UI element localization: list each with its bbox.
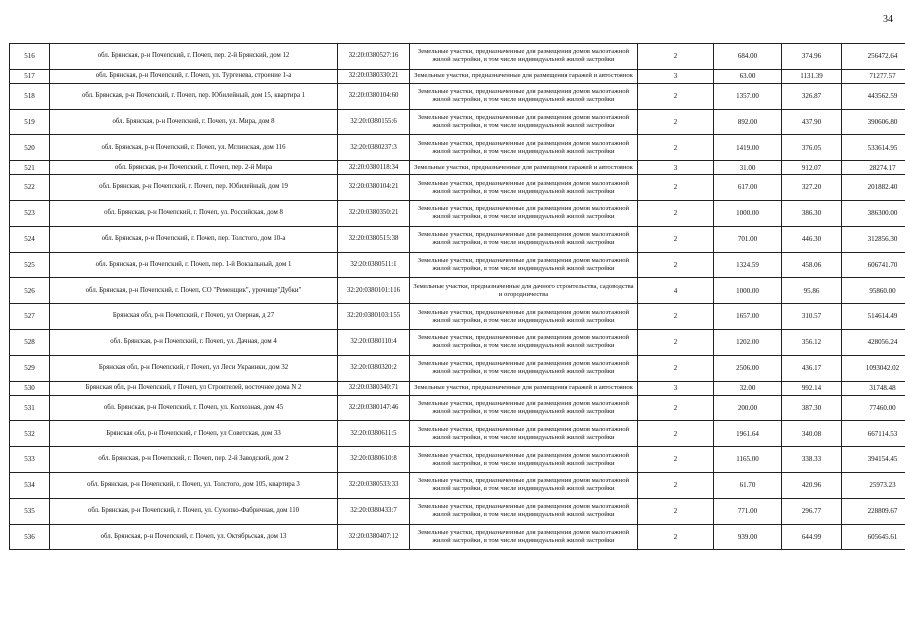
specific-value-cell: 338.33 xyxy=(782,447,842,473)
table-row xyxy=(10,226,905,252)
row-number: 529 xyxy=(10,355,50,381)
land-use-cell: Земельные участки, предназначенные для размещения домов малоэтажной жилой застройки, в том числе индивидуальной жилой застройки xyxy=(410,83,638,109)
cadastral-value-cell: 28274.17 xyxy=(842,161,905,175)
table-row xyxy=(10,498,905,524)
area-cell: 1202.00 xyxy=(714,329,782,355)
row-number: 534 xyxy=(10,472,50,498)
cadastral-number-cell: 32:20:0380340:71 xyxy=(338,381,410,395)
cadastral-number-cell: 32:20:0380104:60 xyxy=(338,83,410,109)
specific-value-cell: 327.20 xyxy=(782,175,842,201)
land-use-cell: Земельные участки, предназначенные для размещения гаражей и автостоянок xyxy=(410,161,638,175)
specific-value-cell: 376.05 xyxy=(782,135,842,161)
table-row xyxy=(10,421,905,447)
table-row xyxy=(10,175,905,201)
cadastral-number-cell: 32:20:0380515:38 xyxy=(338,226,410,252)
specific-value-cell: 446.30 xyxy=(782,226,842,252)
specific-value-cell: 356.12 xyxy=(782,329,842,355)
cadastral-value-cell: 390606.80 xyxy=(842,109,905,135)
group-cell: 2 xyxy=(638,498,714,524)
land-use-cell: Земельные участки, предназначенные для размещения домов малоэтажной жилой застройки, в том числе индивидуальной жилой застройки xyxy=(410,472,638,498)
row-number: 535 xyxy=(10,498,50,524)
group-cell: 4 xyxy=(638,278,714,304)
group-cell: 2 xyxy=(638,395,714,421)
row-number: 520 xyxy=(10,135,50,161)
land-use-cell: Земельные участки, предназначенные для размещения домов малоэтажной жилой застройки, в том числе индивидуальной жилой застройки xyxy=(410,226,638,252)
specific-value-cell: 458.06 xyxy=(782,252,842,278)
cadastral-number-cell: 32:20:0380101:116 xyxy=(338,278,410,304)
address-cell: обл. Брянская, р-н Почепский, г. Почеп, ул. Мглинская, дом 116 xyxy=(50,135,338,161)
address-cell: обл. Брянская, р-н Почепский, г. Почеп, пер. Толстого, дом 10-а xyxy=(50,226,338,252)
land-use-cell: Земельные участки, предназначенные для размещения домов малоэтажной жилой застройки, в том числе индивидуальной жилой застройки xyxy=(410,355,638,381)
area-cell: 771.00 xyxy=(714,498,782,524)
land-use-cell: Земельные участки, предназначенные для размещения домов малоэтажной жилой застройки, в том числе индивидуальной жилой застройки xyxy=(410,421,638,447)
group-cell: 2 xyxy=(638,83,714,109)
row-number: 519 xyxy=(10,109,50,135)
cadastral-value-cell: 533614.95 xyxy=(842,135,905,161)
specific-value-cell: 912.07 xyxy=(782,161,842,175)
address-cell: обл. Брянская, р-н Почепский, г. Почеп, пер. 2-й Мира xyxy=(50,161,338,175)
cadastral-value-cell: 443562.59 xyxy=(842,83,905,109)
table-row xyxy=(10,329,905,355)
land-use-cell: Земельные участки, предназначенные для размещения домов малоэтажной жилой застройки, в том числе индивидуальной жилой застройки xyxy=(410,44,638,70)
cadastral-value-cell: 667114.53 xyxy=(842,421,905,447)
cadastral-number-cell: 32:20:0380320:2 xyxy=(338,355,410,381)
cadastral-number-cell: 32:20:0380433:7 xyxy=(338,498,410,524)
area-cell: 1357.00 xyxy=(714,83,782,109)
row-number: 523 xyxy=(10,200,50,226)
cadastral-value-cell: 31748.48 xyxy=(842,381,905,395)
row-number: 518 xyxy=(10,83,50,109)
group-cell: 2 xyxy=(638,175,714,201)
land-use-cell: Земельные участки, предназначенные для размещения домов малоэтажной жилой застройки, в том числе индивидуальной жилой застройки xyxy=(410,175,638,201)
table-row xyxy=(10,447,905,473)
land-use-cell: Земельные участки, предназначенные для размещения домов малоэтажной жилой застройки, в том числе индивидуальной жилой застройки xyxy=(410,252,638,278)
specific-value-cell: 1131.39 xyxy=(782,69,842,83)
row-number: 522 xyxy=(10,175,50,201)
area-cell: 892.00 xyxy=(714,109,782,135)
group-cell: 2 xyxy=(638,304,714,330)
table-row xyxy=(10,381,905,395)
specific-value-cell: 374.96 xyxy=(782,44,842,70)
cadastral-value-table xyxy=(9,43,905,550)
area-cell: 1324.59 xyxy=(714,252,782,278)
table-row xyxy=(10,395,905,421)
address-cell: обл. Брянская, р-н Почепский, г. Почеп, ул. Октябрьская, дом 13 xyxy=(50,524,338,550)
specific-value-cell: 296.77 xyxy=(782,498,842,524)
table-row xyxy=(10,109,905,135)
table-row xyxy=(10,278,905,304)
land-use-cell: Земельные участки, предназначенные для размещения домов малоэтажной жилой застройки, в том числе индивидуальной жилой застройки xyxy=(410,524,638,550)
specific-value-cell: 387.30 xyxy=(782,395,842,421)
address-cell: Брянская обл, р-н Почепский, г Почеп, ул Строителей, восточнее дома N 2 xyxy=(50,381,338,395)
cadastral-number-cell: 32:20:0380110:4 xyxy=(338,329,410,355)
cadastral-number-cell: 32:20:0380527:16 xyxy=(338,44,410,70)
table-row xyxy=(10,44,905,70)
table-row xyxy=(10,252,905,278)
area-cell: 2506.00 xyxy=(714,355,782,381)
group-cell: 2 xyxy=(638,472,714,498)
row-number: 536 xyxy=(10,524,50,550)
address-cell: обл. Брянская, р-н Почепский, г. Почеп, пер. Юбилейный, дом 19 xyxy=(50,175,338,201)
row-number: 530 xyxy=(10,381,50,395)
table-row xyxy=(10,135,905,161)
area-cell: 684.00 xyxy=(714,44,782,70)
group-cell: 2 xyxy=(638,329,714,355)
cadastral-number-cell: 32:20:0380104:21 xyxy=(338,175,410,201)
table-row xyxy=(10,200,905,226)
row-number: 525 xyxy=(10,252,50,278)
address-cell: обл. Брянская, р-н Почепский, г. Почеп, пер. 2-й Брянский, дом 12 xyxy=(50,44,338,70)
cadastral-value-cell: 394154.45 xyxy=(842,447,905,473)
table-row xyxy=(10,524,905,550)
group-cell: 2 xyxy=(638,252,714,278)
land-use-cell: Земельные участки, предназначенные для размещения домов малоэтажной жилой застройки, в том числе индивидуальной жилой застройки xyxy=(410,329,638,355)
land-use-cell: Земельные участки, предназначенные для размещения домов малоэтажной жилой застройки, в том числе индивидуальной жилой застройки xyxy=(410,498,638,524)
cadastral-number-cell: 32:20:0380155:6 xyxy=(338,109,410,135)
row-number: 531 xyxy=(10,395,50,421)
cadastral-number-cell: 32:20:0380610:8 xyxy=(338,447,410,473)
cadastral-value-cell: 201882.40 xyxy=(842,175,905,201)
specific-value-cell: 326.87 xyxy=(782,83,842,109)
address-cell: обл. Брянская, р-н Почепский, г. Почеп, ул. Дачная, дом 4 xyxy=(50,329,338,355)
area-cell: 1961.64 xyxy=(714,421,782,447)
cadastral-number-cell: 32:20:0380350:21 xyxy=(338,200,410,226)
address-cell: обл. Брянская, р-н Почепский, г. Почеп, пер. 2-й Заводский, дом 2 xyxy=(50,447,338,473)
area-cell: 1165.00 xyxy=(714,447,782,473)
group-cell: 2 xyxy=(638,355,714,381)
row-number: 516 xyxy=(10,44,50,70)
cadastral-number-cell: 32:20:0380533:33 xyxy=(338,472,410,498)
group-cell: 2 xyxy=(638,109,714,135)
area-cell: 1000.00 xyxy=(714,278,782,304)
address-cell: Брянская обл, р-н Почепский, г Почеп, ул Советская, дом 33 xyxy=(50,421,338,447)
row-number: 532 xyxy=(10,421,50,447)
cadastral-value-cell: 605645.61 xyxy=(842,524,905,550)
group-cell: 3 xyxy=(638,69,714,83)
cadastral-number-cell: 32:20:0380330:21 xyxy=(338,69,410,83)
cadastral-value-cell: 95860.00 xyxy=(842,278,905,304)
group-cell: 3 xyxy=(638,161,714,175)
specific-value-cell: 420.96 xyxy=(782,472,842,498)
address-cell: обл. Брянская, р-н Почепский, г. Почеп, ул. Российская, дом 8 xyxy=(50,200,338,226)
group-cell: 2 xyxy=(638,200,714,226)
table-row xyxy=(10,304,905,330)
group-cell: 2 xyxy=(638,447,714,473)
specific-value-cell: 437.90 xyxy=(782,109,842,135)
cadastral-number-cell: 32:20:0380103:155 xyxy=(338,304,410,330)
cadastral-number-cell: 32:20:0380611:5 xyxy=(338,421,410,447)
address-cell: обл. Брянская, р-н Почепский, г. Почеп, пер. 1-й Вокзальный, дом 1 xyxy=(50,252,338,278)
group-cell: 2 xyxy=(638,44,714,70)
row-number: 526 xyxy=(10,278,50,304)
page-number: 34 xyxy=(883,14,893,25)
cadastral-value-cell: 514614.49 xyxy=(842,304,905,330)
cadastral-value-cell: 25973.23 xyxy=(842,472,905,498)
land-use-cell: Земельные участки, предназначенные для дачного строительства, садоводства и огородничества xyxy=(410,278,638,304)
row-number: 533 xyxy=(10,447,50,473)
specific-value-cell: 436.17 xyxy=(782,355,842,381)
cadastral-number-cell: 32:20:0380407:12 xyxy=(338,524,410,550)
table-row xyxy=(10,161,905,175)
address-cell: обл. Брянская, р-н Почепский, г. Почеп, ул. Толстого, дом 105, квартира 3 xyxy=(50,472,338,498)
cadastral-value-cell: 256472.64 xyxy=(842,44,905,70)
land-use-cell: Земельные участки, предназначенные для размещения домов малоэтажной жилой застройки, в том числе индивидуальной жилой застройки xyxy=(410,109,638,135)
land-use-cell: Земельные участки, предназначенные для размещения домов малоэтажной жилой застройки, в том числе индивидуальной жилой застройки xyxy=(410,135,638,161)
area-cell: 1000.00 xyxy=(714,200,782,226)
address-cell: обл. Брянская, р-н Почепский, г. Почеп, ул. Тургенева, строение 1-а xyxy=(50,69,338,83)
row-number: 528 xyxy=(10,329,50,355)
group-cell: 2 xyxy=(638,226,714,252)
specific-value-cell: 386.30 xyxy=(782,200,842,226)
group-cell: 3 xyxy=(638,381,714,395)
land-use-cell: Земельные участки, предназначенные для размещения гаражей и автостоянок xyxy=(410,69,638,83)
land-use-cell: Земельные участки, предназначенные для размещения домов малоэтажной жилой застройки, в том числе индивидуальной жилой застройки xyxy=(410,304,638,330)
table-row xyxy=(10,83,905,109)
group-cell: 2 xyxy=(638,421,714,447)
cadastral-value-cell: 312856.30 xyxy=(842,226,905,252)
table-body xyxy=(10,44,905,550)
address-cell: обл. Брянская, р-н Почепский, г. Почеп, ул. Колхозная, дом 45 xyxy=(50,395,338,421)
cadastral-value-cell: 428056.24 xyxy=(842,329,905,355)
specific-value-cell: 310.57 xyxy=(782,304,842,330)
land-use-cell: Земельные участки, предназначенные для размещения домов малоэтажной жилой застройки, в том числе индивидуальной жилой застройки xyxy=(410,395,638,421)
area-cell: 63.00 xyxy=(714,69,782,83)
area-cell: 617.00 xyxy=(714,175,782,201)
cadastral-number-cell: 32:20:0380511:1 xyxy=(338,252,410,278)
cadastral-value-cell: 228809.67 xyxy=(842,498,905,524)
cadastral-value-cell: 77460.00 xyxy=(842,395,905,421)
group-cell: 2 xyxy=(638,135,714,161)
table-row xyxy=(10,355,905,381)
row-number: 521 xyxy=(10,161,50,175)
group-cell: 2 xyxy=(638,524,714,550)
cadastral-value-cell: 1093042.02 xyxy=(842,355,905,381)
specific-value-cell: 340.08 xyxy=(782,421,842,447)
cadastral-value-cell: 606741.70 xyxy=(842,252,905,278)
area-cell: 701.00 xyxy=(714,226,782,252)
area-cell: 32.00 xyxy=(714,381,782,395)
area-cell: 200.00 xyxy=(714,395,782,421)
row-number: 517 xyxy=(10,69,50,83)
cadastral-number-cell: 32:20:0380147:46 xyxy=(338,395,410,421)
table-row xyxy=(10,472,905,498)
land-use-cell: Земельные участки, предназначенные для размещения гаражей и автостоянок xyxy=(410,381,638,395)
address-cell: обл. Брянская, р-н Почепский, г. Почеп, ул. Мира, дом 8 xyxy=(50,109,338,135)
land-use-cell: Земельные участки, предназначенные для размещения домов малоэтажной жилой застройки, в том числе индивидуальной жилой застройки xyxy=(410,447,638,473)
row-number: 524 xyxy=(10,226,50,252)
specific-value-cell: 95.86 xyxy=(782,278,842,304)
address-cell: обл. Брянская, р-н Почепский, г. Почеп, пер. Юбилейный, дом 15, квартира 1 xyxy=(50,83,338,109)
row-number: 527 xyxy=(10,304,50,330)
area-cell: 1419.00 xyxy=(714,135,782,161)
specific-value-cell: 644.99 xyxy=(782,524,842,550)
cadastral-value-cell: 386300.00 xyxy=(842,200,905,226)
area-cell: 61.70 xyxy=(714,472,782,498)
area-cell: 1657.00 xyxy=(714,304,782,330)
cadastral-number-cell: 32:20:0380237:3 xyxy=(338,135,410,161)
address-cell: Брянская обл, р-н Почепский, г Почеп, ул Леси Украинки, дом 32 xyxy=(50,355,338,381)
address-cell: обл. Брянская, р-н Почепский, г. Почеп, СО "Ременщик", урочище"Дубки" xyxy=(50,278,338,304)
cadastral-value-cell: 71277.57 xyxy=(842,69,905,83)
address-cell: обл. Брянская, р-н Почепский, г. Почеп, ул. Сухопко-Фабричная, дом 110 xyxy=(50,498,338,524)
cadastral-number-cell: 32:20:0380118:34 xyxy=(338,161,410,175)
specific-value-cell: 992.14 xyxy=(782,381,842,395)
address-cell: Брянская обл, р-н Почепский, г Почеп, ул Озерная, д 27 xyxy=(50,304,338,330)
area-cell: 939.00 xyxy=(714,524,782,550)
table-row xyxy=(10,69,905,83)
land-use-cell: Земельные участки, предназначенные для размещения домов малоэтажной жилой застройки, в том числе индивидуальной жилой застройки xyxy=(410,200,638,226)
area-cell: 31.00 xyxy=(714,161,782,175)
